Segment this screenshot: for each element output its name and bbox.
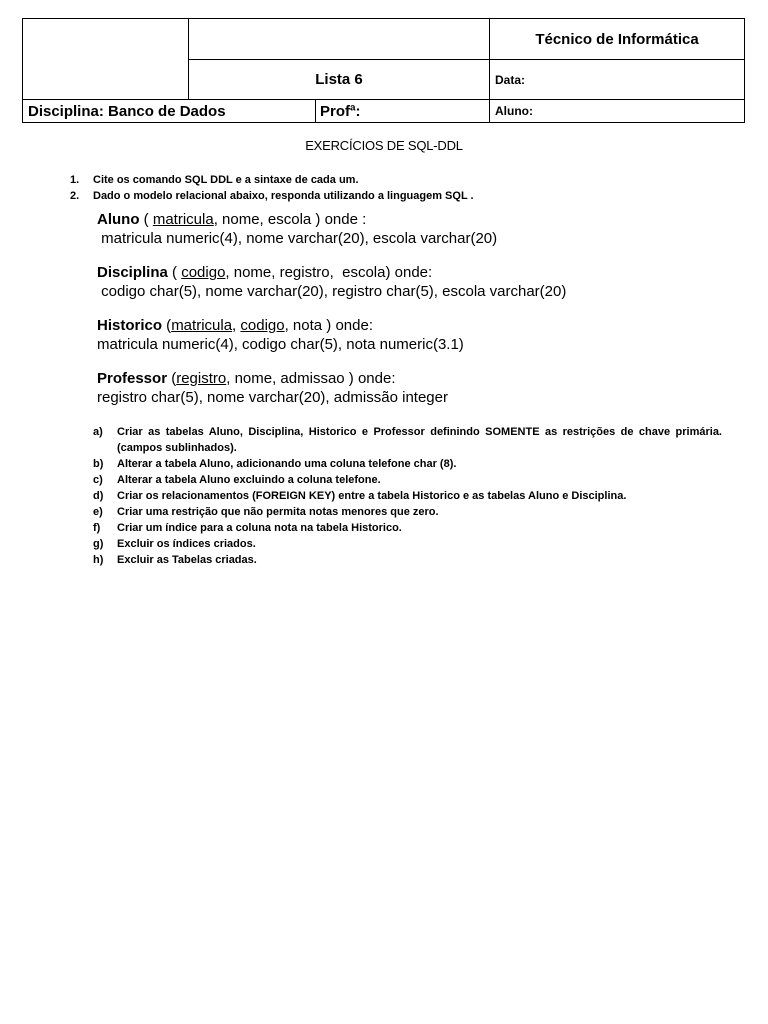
list-title: Lista 6 [188,59,490,100]
question-number: 1. [70,174,80,186]
primary-key-field: registro [176,370,227,387]
entity-signature [97,369,717,388]
entity-types: registro char(5), nome varchar(20), admissão integer [97,389,448,406]
primary-key-field: codigo [240,317,285,334]
entity-disciplina [97,263,717,301]
primary-key-field: matricula [152,211,214,228]
question-text: Cite os comando SQL DDL e a sintaxe de cada um. [93,174,359,186]
task-list [93,424,722,568]
task-item [93,488,722,504]
discipline-label: Disciplina: Banco de Dados [22,99,316,123]
entity-open-paren: ( [167,370,177,387]
entity-open-paren: ( [139,211,153,228]
task-text: Criar os relacionamentos (FOREIGN KEY) entre a tabela Historico e as tabelas Aluno e Disciplina. [117,490,627,502]
task-item [93,424,722,456]
student-field: Aluno: [489,99,745,123]
entity-fields: , nome, escola ) onde : [213,211,367,228]
task-letter: g) [93,538,104,550]
entity-fields: , nome, admissao ) onde: [226,370,396,387]
task-letter: h) [93,554,104,566]
task-item [93,536,722,552]
task-letter: b) [93,458,104,470]
header-table [22,18,745,123]
question-item [70,188,474,204]
task-text: Excluir as Tabelas criadas. [117,554,257,566]
task-text: Criar uma restrição que não permita notas menores que zero. [117,506,439,518]
entity-fields: , nome, registro, escola) onde: [225,264,433,281]
question-list [70,172,474,204]
entity-name: Historico [97,317,163,334]
question-text: Dado o modelo relacional abaixo, responda utilizando a linguagem SQL . [93,190,474,202]
entity-signature [97,263,717,282]
header-blank-cell [188,18,490,60]
primary-key-field: matricula [171,317,233,334]
entity-open-paren: ( [162,317,172,334]
task-letter: e) [93,506,103,518]
primary-key-field: codigo [181,264,226,281]
entity-historico [97,316,717,354]
relational-model [97,210,717,422]
task-letter: c) [93,474,103,486]
task-item [93,520,722,536]
page-title: EXERCÍCIOS DE SQL-DDL [305,138,463,153]
task-letter: f) [93,522,101,534]
task-item [93,472,722,488]
date-field: Data: [489,59,745,100]
task-text: Alterar a tabela Aluno excluindo a coluna telefone. [117,474,381,486]
entity-name: Professor [97,370,168,387]
entity-fields: , nota ) onde: [284,317,373,334]
entity-name: Disciplina [97,264,168,281]
entity-types: matricula numeric(4), nome varchar(20), escola varchar(20) [97,230,498,247]
teacher-field: Profª: [315,99,490,123]
task-text: Criar as tabelas Aluno, Disciplina, Historico e Professor definindo SOMENTE as restrições de chave primária. (campos sublinhados). [117,426,722,454]
task-letter: a) [93,426,103,438]
task-text: Alterar a tabela Aluno, adicionando uma coluna telefone char (8). [117,458,457,470]
course-name: Técnico de Informática [489,18,745,60]
question-item [70,172,474,188]
entity-open-paren: ( [167,264,182,281]
logo-cell [22,18,189,100]
task-item [93,552,722,568]
task-letter: d) [93,490,104,502]
task-item [93,504,722,520]
separator: , [232,317,241,334]
entity-signature [97,316,717,335]
entity-professor [97,369,717,407]
entity-aluno [97,210,717,248]
question-number: 2. [70,190,80,202]
entity-name: Aluno [97,211,140,228]
task-item [93,456,722,472]
entity-signature [97,210,717,229]
task-text: Excluir os índices criados. [117,538,256,550]
task-text: Criar um índice para a coluna nota na tabela Historico. [117,522,402,534]
entity-types: matricula numeric(4), codigo char(5), nota numeric(3.1) [97,336,464,353]
entity-types: codigo char(5), nome varchar(20), registro char(5), escola varchar(20) [97,283,567,300]
